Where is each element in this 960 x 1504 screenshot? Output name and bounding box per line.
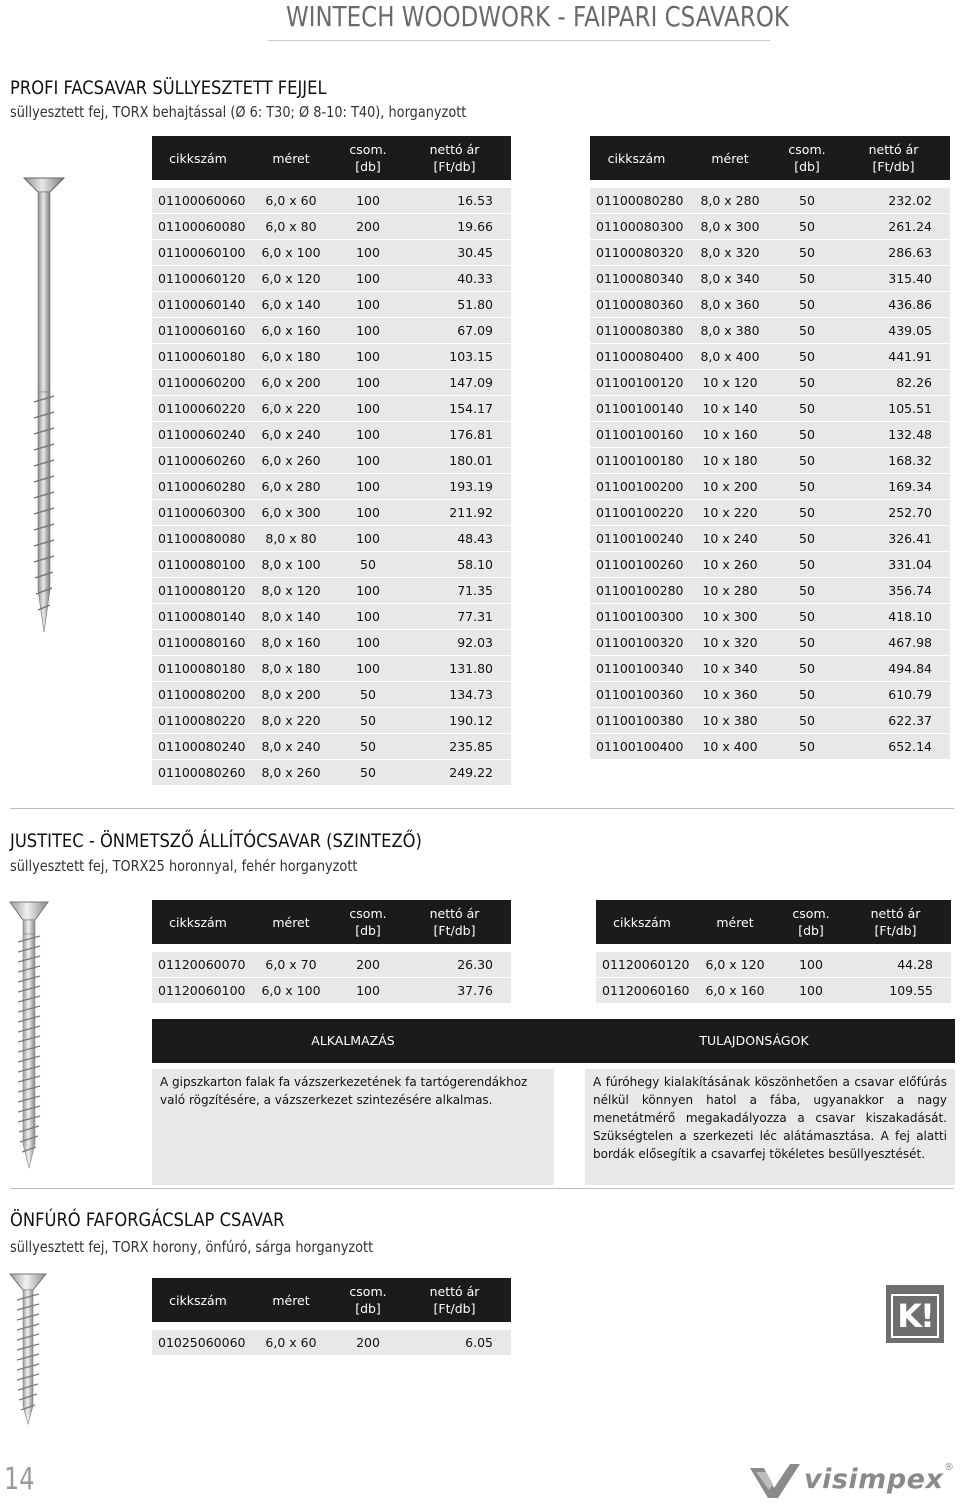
col-header-code: cikkszám (596, 900, 688, 944)
cell-code: 01120060160 (596, 978, 688, 1004)
cell-code: 01100080220 (152, 708, 244, 734)
cell-size: 8,0 x 280 (683, 188, 777, 214)
cell-size: 6,0 x 200 (244, 370, 338, 396)
price-table-profi-left (152, 136, 511, 786)
cell-code: 01100100200 (590, 474, 683, 500)
cell-price: 26.30 (398, 952, 511, 978)
cell-code: 01100100120 (590, 370, 683, 396)
col-header-size: méret (688, 900, 782, 944)
section-divider (10, 808, 954, 809)
price-table-profi-right (590, 136, 950, 760)
cell-code: 01100060160 (152, 318, 244, 344)
cell-pack: 100 (338, 396, 398, 422)
cell-size: 10 x 220 (683, 500, 777, 526)
col-header-pack: csom. [db] (777, 136, 837, 180)
table-row (152, 266, 511, 292)
visimpex-logo-mark-icon (746, 1462, 802, 1500)
table-row (590, 734, 950, 760)
table-row (152, 1330, 511, 1356)
cell-code: 01100060240 (152, 422, 244, 448)
cell-size: 10 x 320 (683, 630, 777, 656)
cell-price: 232.02 (837, 188, 950, 214)
cell-pack: 50 (777, 500, 837, 526)
table-row (152, 952, 511, 978)
cell-price: 652.14 (837, 734, 950, 760)
cell-pack: 100 (338, 526, 398, 552)
col-header-code: cikkszám (152, 136, 244, 180)
col-header-size: méret (683, 136, 777, 180)
cell-code: 01100060080 (152, 214, 244, 240)
table-row (152, 318, 511, 344)
cell-code: 01100080360 (590, 292, 683, 318)
cell-size: 8,0 x 140 (244, 604, 338, 630)
cell-code: 01100100220 (590, 500, 683, 526)
section-subtitle-justitec: süllyesztett fej, TORX25 horonnyal, fehér horganyzott (10, 857, 358, 875)
cell-size: 10 x 240 (683, 526, 777, 552)
cell-pack: 50 (777, 604, 837, 630)
cell-price: 168.32 (837, 448, 950, 474)
cell-size: 8,0 x 220 (244, 708, 338, 734)
cell-size: 10 x 140 (683, 396, 777, 422)
cell-size: 10 x 200 (683, 474, 777, 500)
cell-pack: 50 (777, 708, 837, 734)
cell-price: 211.92 (398, 500, 511, 526)
cell-code: 01100100280 (590, 578, 683, 604)
cell-price: 326.41 (837, 526, 950, 552)
cell-size: 8,0 x 160 (244, 630, 338, 656)
visimpex-logo (746, 1462, 956, 1500)
cell-pack: 50 (777, 188, 837, 214)
cell-code: 01100080300 (590, 214, 683, 240)
cell-pack: 100 (338, 656, 398, 682)
cell-code: 01100080340 (590, 266, 683, 292)
cell-size: 6,0 x 60 (244, 1330, 338, 1356)
cell-price: 190.12 (398, 708, 511, 734)
cell-size: 8,0 x 360 (683, 292, 777, 318)
table-row (590, 188, 950, 214)
table-row (590, 448, 950, 474)
cell-pack: 50 (777, 214, 837, 240)
cell-pack: 50 (338, 734, 398, 760)
cell-code: 01100080180 (152, 656, 244, 682)
cell-code: 01120060100 (152, 978, 244, 1004)
cell-pack: 50 (777, 474, 837, 500)
cell-pack: 100 (338, 630, 398, 656)
cell-size: 10 x 160 (683, 422, 777, 448)
cell-price: 132.48 (837, 422, 950, 448)
table-row (590, 474, 950, 500)
col-header-price: nettó ár [Ft/db] (837, 136, 950, 180)
section-subtitle-profi-facsavar: süllyesztett fej, TORX behajtással (Ø 6: T30; Ø 8-10: T40), horganyzott (10, 103, 467, 121)
cell-price: 467.98 (837, 630, 950, 656)
properties-heading: TULAJDONSÁGOK (553, 1019, 955, 1063)
table-row (152, 656, 511, 682)
table-row (590, 318, 950, 344)
col-header-code: cikkszám (152, 1278, 244, 1322)
cell-code: 01100080160 (152, 630, 244, 656)
table-row (590, 526, 950, 552)
cell-pack: 50 (777, 344, 837, 370)
cell-price: 418.10 (837, 604, 950, 630)
cell-pack: 100 (338, 370, 398, 396)
cell-size: 10 x 400 (683, 734, 777, 760)
cell-code: 01120060120 (596, 952, 688, 978)
cell-code: 01100080100 (152, 552, 244, 578)
cell-size: 6,0 x 180 (244, 344, 338, 370)
cell-size: 10 x 180 (683, 448, 777, 474)
cell-size: 6,0 x 140 (244, 292, 338, 318)
cell-code: 01100100140 (590, 396, 683, 422)
col-header-size: méret (244, 1278, 338, 1322)
table-row (152, 604, 511, 630)
cell-size: 8,0 x 320 (683, 240, 777, 266)
cell-code: 01100100180 (590, 448, 683, 474)
cell-code: 01100080120 (152, 578, 244, 604)
cell-price: 67.09 (398, 318, 511, 344)
table-row (590, 370, 950, 396)
cell-price: 37.76 (398, 978, 511, 1004)
cell-pack: 100 (338, 422, 398, 448)
cell-price: 71.35 (398, 578, 511, 604)
table-row (152, 292, 511, 318)
table-row (590, 682, 950, 708)
cell-pack: 100 (338, 578, 398, 604)
cell-price: 30.45 (398, 240, 511, 266)
chipboard-screw-illustration (8, 1270, 48, 1426)
table-row (152, 978, 511, 1004)
application-text: A gipszkarton falak fa vázszerkezetének fa tartógerendákhoz való rögzítésére, a vázszerkezet szintezésére alkalmas. (152, 1069, 554, 1185)
table-row (590, 344, 950, 370)
price-table-justitec-left (152, 900, 511, 1004)
table-row (152, 578, 511, 604)
cell-pack: 100 (782, 978, 840, 1004)
cell-size: 6,0 x 60 (244, 188, 338, 214)
cell-price: 103.15 (398, 344, 511, 370)
cell-code: 01100060280 (152, 474, 244, 500)
cell-price: 40.33 (398, 266, 511, 292)
cell-pack: 50 (338, 682, 398, 708)
cell-price: 180.01 (398, 448, 511, 474)
cell-size: 8,0 x 120 (244, 578, 338, 604)
table-row (152, 448, 511, 474)
cell-code: 01100060060 (152, 188, 244, 214)
cell-size: 8,0 x 340 (683, 266, 777, 292)
col-header-code: cikkszám (590, 136, 683, 180)
table-row (590, 578, 950, 604)
section-title-onfuro: ÖNFÚRÓ FAFORGÁCSLAP CSAVAR (10, 1209, 285, 1231)
cell-code: 01100100240 (590, 526, 683, 552)
table-row (152, 344, 511, 370)
table-row (152, 630, 511, 656)
table-row (152, 552, 511, 578)
cell-pack: 50 (777, 734, 837, 760)
cell-size: 6,0 x 70 (244, 952, 338, 978)
cell-size: 8,0 x 180 (244, 656, 338, 682)
cell-size: 6,0 x 120 (244, 266, 338, 292)
table-row (590, 630, 950, 656)
cell-pack: 50 (777, 292, 837, 318)
table-row (152, 708, 511, 734)
page-title: WINTECH WOODWORK - FAIPARI CSAVAROK (286, 0, 789, 33)
cell-pack: 50 (338, 760, 398, 786)
cell-price: 51.80 (398, 292, 511, 318)
cell-pack: 100 (338, 292, 398, 318)
table-row (152, 396, 511, 422)
cell-pack: 50 (338, 708, 398, 734)
cell-pack: 50 (777, 630, 837, 656)
cell-price: 58.10 (398, 552, 511, 578)
cell-code: 01100060200 (152, 370, 244, 396)
cell-code: 01100060120 (152, 266, 244, 292)
cell-code: 01100100380 (590, 708, 683, 734)
table-row (590, 266, 950, 292)
cell-size: 10 x 360 (683, 682, 777, 708)
cell-price: 109.55 (840, 978, 951, 1004)
cell-code: 01100100260 (590, 552, 683, 578)
cell-pack: 50 (777, 682, 837, 708)
cell-size: 6,0 x 240 (244, 422, 338, 448)
table-row (152, 474, 511, 500)
registered-mark: ® (944, 1462, 954, 1473)
cell-pack: 100 (338, 448, 398, 474)
table-row (152, 500, 511, 526)
cell-size: 6,0 x 80 (244, 214, 338, 240)
cell-pack: 50 (777, 318, 837, 344)
cell-size: 6,0 x 260 (244, 448, 338, 474)
cell-price: 154.17 (398, 396, 511, 422)
table-row (152, 526, 511, 552)
page-header (268, 0, 789, 41)
cell-price: 48.43 (398, 526, 511, 552)
cell-price: 249.22 (398, 760, 511, 786)
cell-size: 6,0 x 280 (244, 474, 338, 500)
cell-code: 01100080280 (590, 188, 683, 214)
table-row (596, 978, 951, 1004)
cell-price: 131.80 (398, 656, 511, 682)
col-header-price: nettó ár [Ft/db] (398, 136, 511, 180)
cell-code: 01100080140 (152, 604, 244, 630)
table-row (590, 292, 950, 318)
cell-size: 10 x 120 (683, 370, 777, 396)
table-row (152, 240, 511, 266)
cell-pack: 100 (338, 604, 398, 630)
cell-size: 6,0 x 160 (244, 318, 338, 344)
cell-size: 8,0 x 380 (683, 318, 777, 344)
cell-size: 10 x 300 (683, 604, 777, 630)
cell-price: 261.24 (837, 214, 950, 240)
cell-price: 494.84 (837, 656, 950, 682)
page-number: 14 (4, 1462, 35, 1497)
cell-size: 6,0 x 220 (244, 396, 338, 422)
adjusting-screw-illustration (8, 894, 50, 1170)
cell-size: 6,0 x 100 (244, 240, 338, 266)
cell-price: 315.40 (837, 266, 950, 292)
cell-code: 01100080400 (590, 344, 683, 370)
cell-code: 01100100340 (590, 656, 683, 682)
cell-price: 622.37 (837, 708, 950, 734)
cell-size: 10 x 340 (683, 656, 777, 682)
cell-pack: 100 (338, 474, 398, 500)
cell-pack: 100 (338, 318, 398, 344)
cell-pack: 100 (338, 266, 398, 292)
cell-pack: 100 (338, 188, 398, 214)
cell-price: 235.85 (398, 734, 511, 760)
cell-pack: 200 (338, 952, 398, 978)
cell-price: 77.31 (398, 604, 511, 630)
cell-code: 01100060180 (152, 344, 244, 370)
cell-size: 8,0 x 200 (244, 682, 338, 708)
cell-pack: 50 (777, 656, 837, 682)
cell-code: 01100100320 (590, 630, 683, 656)
table-row (596, 952, 951, 978)
table-row (590, 214, 950, 240)
cell-price: 169.34 (837, 474, 950, 500)
wood-screw-illustration (20, 170, 68, 634)
cell-code: 01100060220 (152, 396, 244, 422)
price-table-onfuro (152, 1278, 511, 1356)
cell-price: 252.70 (837, 500, 950, 526)
table-row (590, 240, 950, 266)
cell-size: 6,0 x 100 (244, 978, 338, 1004)
cell-code: 01100060300 (152, 500, 244, 526)
section-title-justitec: JUSTITEC - ÖNMETSZŐ ÁLLÍTÓCSAVAR (SZINTEZŐ) (10, 830, 422, 852)
cell-size: 10 x 380 (683, 708, 777, 734)
application-heading: ALKALMAZÁS (152, 1019, 554, 1063)
cell-pack: 100 (338, 978, 398, 1004)
col-header-pack: csom. [db] (338, 1278, 398, 1322)
cell-code: 01100080320 (590, 240, 683, 266)
cell-pack: 100 (338, 500, 398, 526)
cell-code: 01100100360 (590, 682, 683, 708)
table-row (152, 422, 511, 448)
cell-pack: 50 (338, 552, 398, 578)
table-row (152, 734, 511, 760)
cell-pack: 50 (777, 526, 837, 552)
cell-size: 10 x 280 (683, 578, 777, 604)
cell-price: 436.86 (837, 292, 950, 318)
cell-code: 01100100300 (590, 604, 683, 630)
table-row (590, 552, 950, 578)
cell-code: 01100060100 (152, 240, 244, 266)
cell-pack: 50 (777, 448, 837, 474)
cell-price: 147.09 (398, 370, 511, 396)
cell-price: 356.74 (837, 578, 950, 604)
cell-pack: 100 (338, 240, 398, 266)
cell-size: 6,0 x 300 (244, 500, 338, 526)
col-header-price: nettó ár [Ft/db] (840, 900, 951, 944)
cell-code: 01100080380 (590, 318, 683, 344)
table-row (152, 682, 511, 708)
table-row (152, 370, 511, 396)
cell-code: 01100060260 (152, 448, 244, 474)
cell-pack: 50 (777, 370, 837, 396)
col-header-price: nettó ár [Ft/db] (398, 1278, 511, 1322)
cell-size: 6,0 x 160 (688, 978, 782, 1004)
cell-price: 82.26 (837, 370, 950, 396)
cell-price: 193.19 (398, 474, 511, 500)
cell-price: 176.81 (398, 422, 511, 448)
cell-price: 6.05 (398, 1330, 511, 1356)
col-header-pack: csom. [db] (782, 900, 840, 944)
cell-code: 01025060060 (152, 1330, 244, 1356)
cell-size: 8,0 x 400 (683, 344, 777, 370)
cell-price: 286.63 (837, 240, 950, 266)
col-header-pack: csom. [db] (338, 136, 398, 180)
cell-price: 44.28 (840, 952, 951, 978)
cell-code: 01100100400 (590, 734, 683, 760)
cell-pack: 50 (777, 266, 837, 292)
col-header-code: cikkszám (152, 900, 244, 944)
cell-pack: 50 (777, 578, 837, 604)
cell-pack: 50 (777, 422, 837, 448)
cell-price: 441.91 (837, 344, 950, 370)
col-header-price: nettó ár [Ft/db] (398, 900, 511, 944)
price-table-justitec-right (596, 900, 951, 1004)
cell-size: 8,0 x 80 (244, 526, 338, 552)
cell-code: 01120060070 (152, 952, 244, 978)
cell-price: 134.73 (398, 682, 511, 708)
cell-size: 10 x 260 (683, 552, 777, 578)
cell-pack: 50 (777, 396, 837, 422)
cell-code: 01100080260 (152, 760, 244, 786)
table-row (590, 500, 950, 526)
cell-size: 6,0 x 120 (688, 952, 782, 978)
table-row (152, 760, 511, 786)
cell-price: 439.05 (837, 318, 950, 344)
cell-code: 01100060140 (152, 292, 244, 318)
cell-pack: 200 (338, 1330, 398, 1356)
cell-price: 331.04 (837, 552, 950, 578)
section-title-profi-facsavar: PROFI FACSAVAR SÜLLYESZTETT FEJJEL (10, 77, 327, 99)
cell-code: 01100080080 (152, 526, 244, 552)
col-header-pack: csom. [db] (338, 900, 398, 944)
cell-pack: 100 (782, 952, 840, 978)
table-row (590, 656, 950, 682)
table-row (152, 214, 511, 240)
cell-pack: 100 (338, 344, 398, 370)
cell-price: 610.79 (837, 682, 950, 708)
cell-price: 92.03 (398, 630, 511, 656)
visimpex-logo-text: visimpex (804, 1464, 944, 1495)
cell-code: 01100080200 (152, 682, 244, 708)
table-row (590, 604, 950, 630)
table-row (590, 396, 950, 422)
table-row (590, 708, 950, 734)
k-badge-icon: K! (886, 1285, 944, 1343)
cell-size: 8,0 x 260 (244, 760, 338, 786)
cell-size: 8,0 x 240 (244, 734, 338, 760)
table-row (152, 188, 511, 214)
cell-pack: 200 (338, 214, 398, 240)
cell-price: 19.66 (398, 214, 511, 240)
section-divider (10, 1188, 954, 1189)
cell-pack: 50 (777, 552, 837, 578)
cell-size: 8,0 x 100 (244, 552, 338, 578)
cell-code: 01100080240 (152, 734, 244, 760)
cell-code: 01100100160 (590, 422, 683, 448)
table-row (590, 422, 950, 448)
cell-size: 8,0 x 300 (683, 214, 777, 240)
col-header-size: méret (244, 136, 338, 180)
col-header-size: méret (244, 900, 338, 944)
cell-price: 105.51 (837, 396, 950, 422)
section-subtitle-onfuro: süllyesztett fej, TORX horony, önfúró, sárga horganyzott (10, 1238, 374, 1256)
cell-pack: 50 (777, 240, 837, 266)
cell-price: 16.53 (398, 188, 511, 214)
properties-text: A fúróhegy kialakításának köszönhetően a csavar előfúrás nélkül könnyen hatol a fába, ugyanakkor a nagy menetátmérő megakadályozza a csavar kiszakadását. Szükségtelen a szerkezeti léc alátámasztása. A fej alatti bordák elősegítik a csavarfej tökéletes besüllyesztését. (585, 1069, 955, 1185)
